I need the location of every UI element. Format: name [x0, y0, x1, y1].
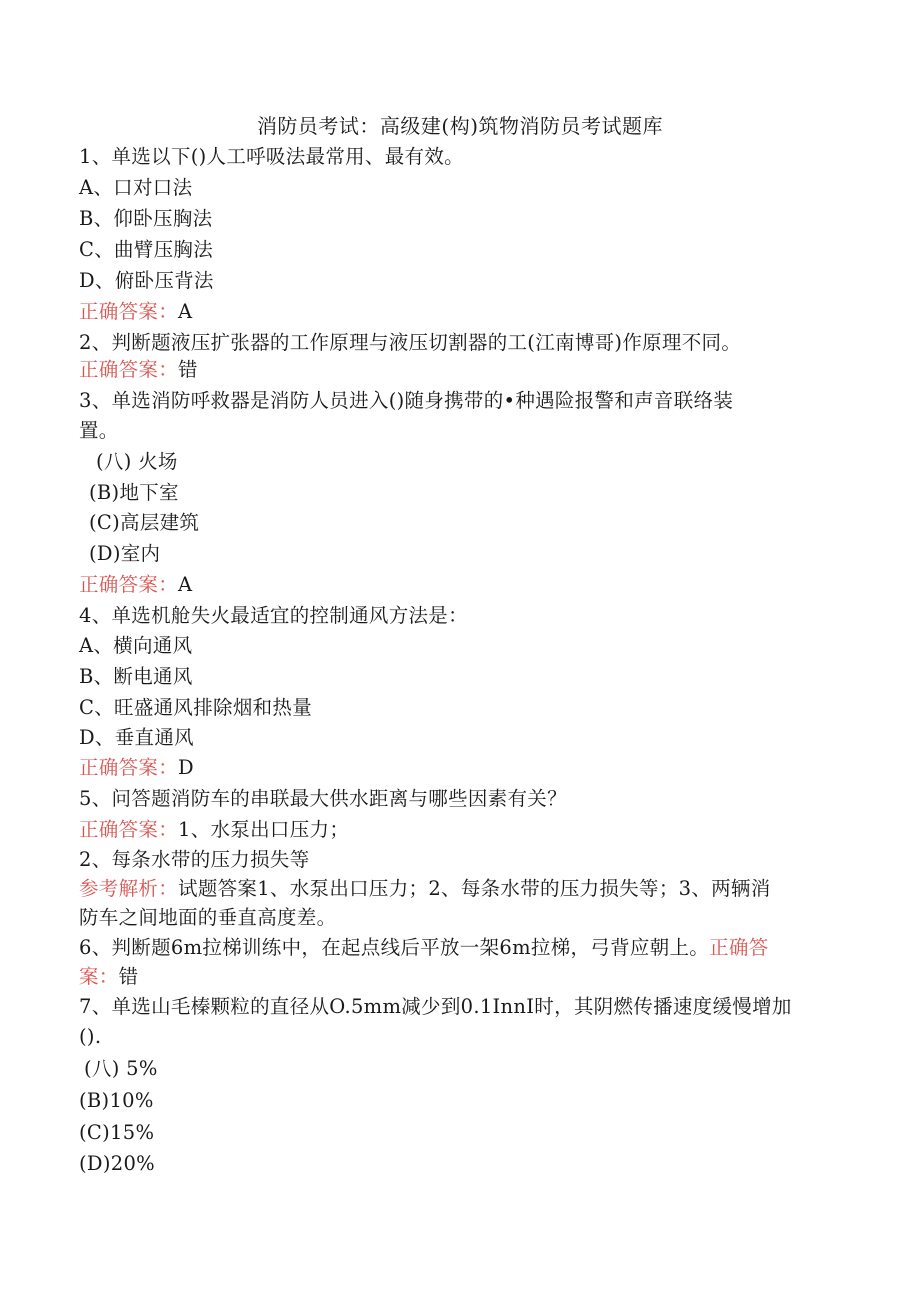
q1-answer: A — [178, 300, 193, 323]
q4-answer: D — [178, 756, 194, 779]
q5-stem: 5、问答题消防车的串联最大供水距离与哪些因素有关？ — [79, 787, 567, 810]
q5-answer-row — [79, 817, 839, 843]
q3-answer: A — [178, 573, 193, 596]
q1-option-d: D、俯卧压背法 — [79, 269, 214, 292]
q3-option-a: (八) 火场 — [96, 450, 178, 473]
page-title: 消防员考试：高级建(构)筑物消防员考试题库 — [256, 114, 664, 138]
q1-option-a: A、口对口法 — [79, 176, 193, 199]
q2-stem: 2、判断题液压扩张器的工作原理与液压切割器的工(江南博哥)作原理不同。 — [79, 331, 742, 354]
answer-label: 正确答案： — [79, 818, 179, 841]
answer-label: 正确答案： — [79, 756, 179, 779]
q3-stem-line2: 置。 — [79, 419, 119, 442]
q7-option-a: (八) 5% — [84, 1057, 158, 1080]
answer-label: 正确答案： — [79, 358, 179, 381]
q2-answer-row — [79, 357, 839, 383]
q5-analysis-line2: 防车之间地面的垂直高度差。 — [79, 906, 337, 929]
q2-answer: 错 — [178, 358, 198, 381]
q4-stem: 4、单选机舱失火最适宜的控制通风方法是： — [79, 604, 468, 627]
q3-stem-line1: 3、单选消防呼救器是消防人员进入()随身携带的•种遇险报警和声音联络装 — [79, 389, 734, 412]
answer-label-part2: 案： — [79, 965, 119, 988]
q6-answer-row — [79, 964, 839, 990]
q3-option-d: (D)室内 — [89, 542, 161, 565]
q6-answer: 错 — [118, 965, 139, 988]
q1-option-c: C、曲臂压胸法 — [79, 238, 214, 261]
answer-label: 正确答案： — [79, 300, 179, 323]
q3-option-c: (C)高层建筑 — [89, 511, 200, 534]
q4-option-b: B、断电通风 — [79, 665, 193, 688]
q7-option-c: (C)15% — [79, 1121, 155, 1144]
q6-stem-row — [79, 935, 839, 961]
q3-answer-row — [79, 572, 839, 598]
answer-label: 正确答案： — [79, 573, 179, 596]
q4-answer-row — [79, 755, 839, 781]
q6-stem: 6、判断题6m拉梯训练中，在起点线后平放一架6m拉梯，弓背应朝上。 — [79, 936, 710, 959]
q3-option-b: (B)地下室 — [89, 481, 179, 504]
q7-stem-line1: 7、单选山毛榛颗粒的直径从O.5mm减少到0.1InnI时，其阴燃传播速度缓慢增加 — [79, 995, 792, 1018]
q1-option-b: B、仰卧压胸法 — [79, 207, 213, 230]
answer-label-part1: 正确答 — [709, 936, 769, 959]
q5-analysis-row — [79, 876, 839, 902]
q7-stem-line2: (). — [79, 1025, 102, 1048]
q1-stem: 1、单选以下()人工呼吸法最常用、最有效。 — [79, 145, 464, 168]
q7-option-d: (D)20% — [79, 1152, 155, 1175]
q5-answer-line1: 1、水泵出口压力； — [178, 818, 350, 841]
q7-option-b: (B)10% — [79, 1089, 154, 1112]
q4-option-c: C、旺盛通风排除烟和热量 — [79, 696, 313, 719]
q5-answer-line2: 2、每条水带的压力损失等 — [79, 848, 310, 871]
analysis-label: 参考解析： — [79, 877, 179, 900]
q1-answer-row — [79, 299, 839, 325]
q4-option-d: D、垂直通风 — [79, 726, 194, 749]
q4-option-a: A、横向通风 — [79, 634, 193, 657]
q5-analysis-line1: 试题答案1、水泵出口压力；2、每条水带的压力损失等；3、两辆消 — [178, 877, 771, 900]
